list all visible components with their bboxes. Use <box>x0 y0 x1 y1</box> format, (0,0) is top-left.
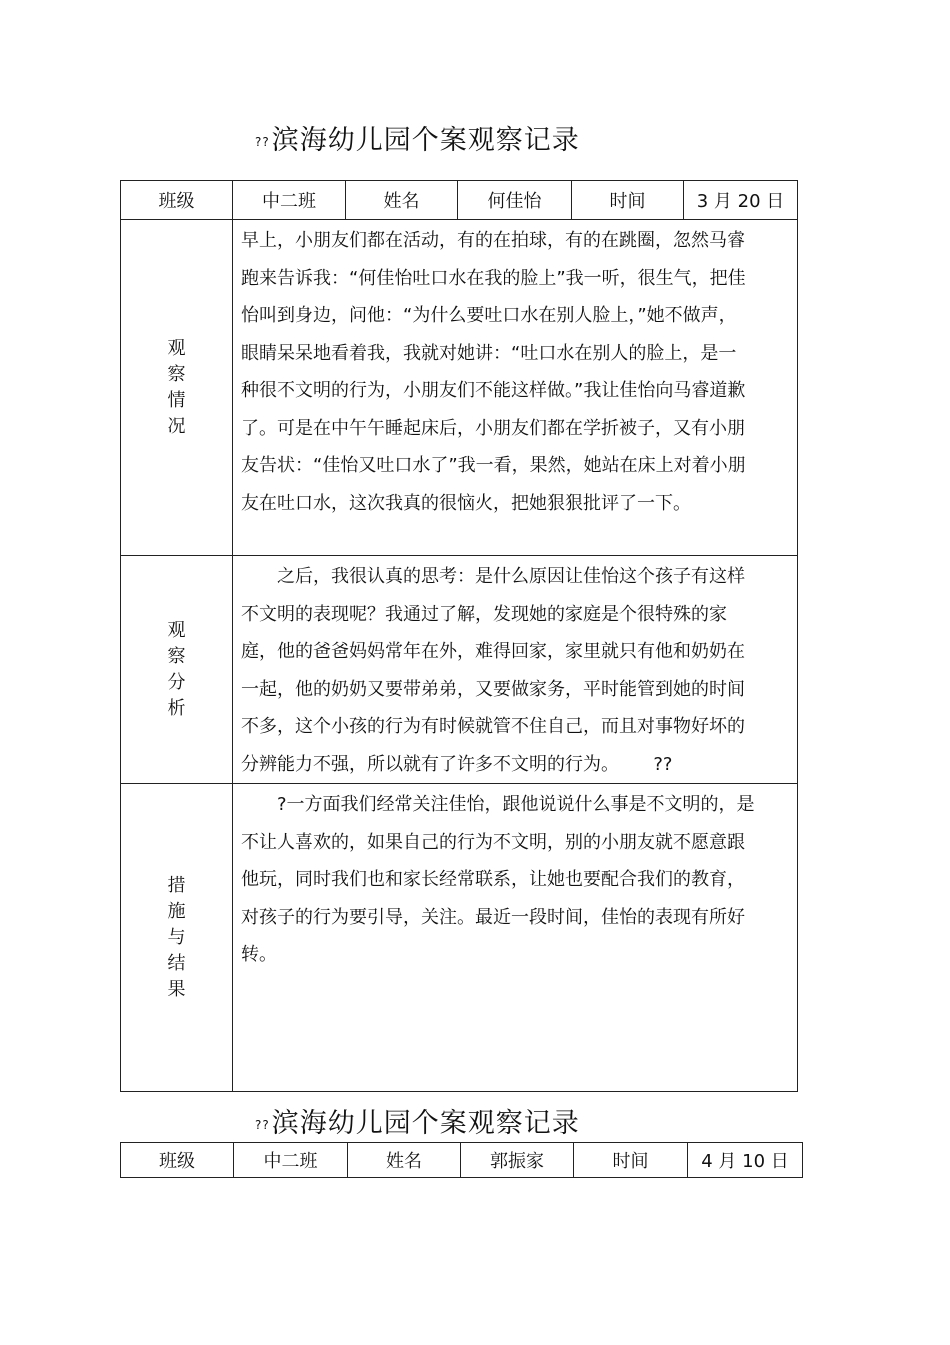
class-value: 中二班 <box>234 1143 348 1178</box>
measures-label <box>121 784 233 1092</box>
label-char: 措 <box>167 874 186 896</box>
situation-text <box>233 220 798 556</box>
analysis-text <box>233 556 798 784</box>
time-value: 4 月 10 日 <box>688 1143 803 1178</box>
label-char: 情 <box>167 389 186 411</box>
record1-table <box>120 180 798 1092</box>
class-label: 班级 <box>121 1143 234 1178</box>
time-label: 时间 <box>572 181 684 220</box>
label-char: 结 <box>167 952 186 974</box>
label-char: 与 <box>167 926 186 948</box>
label-char: 析 <box>167 697 186 719</box>
label-char: 分 <box>167 671 186 693</box>
title-prefix: ?? <box>255 1117 270 1132</box>
name-label: 姓名 <box>346 181 458 220</box>
time-label: 时间 <box>574 1143 688 1178</box>
title-text: 滨海幼儿园个案观察记录 <box>271 125 580 156</box>
label-char: 观 <box>167 619 186 641</box>
label-char: 察 <box>167 363 186 385</box>
analysis-row <box>121 556 798 784</box>
record2-title <box>255 1101 580 1140</box>
analysis-paragraph: 之后，我很认真的思考：是什么原因让佳怡这个孩子有这样不文明的表现呢？我通过了解，发现她的家庭是个很特殊的家庭，他的爸爸妈妈常年在外，难得回家，家里就只有他和奶奶在一起，他的奶奶又要带弟弟，又要做家务，平时能管到她的时间不多，这个小孩的行为有时候就管不住自己，而且对事物好坏的分辨能力不强，所以就有了许多不文明的行为。 ?? <box>241 566 745 775</box>
time-value: 3 月 20 日 <box>684 181 798 220</box>
name-label: 姓名 <box>348 1143 461 1178</box>
class-value: 中二班 <box>233 181 346 220</box>
label-char: 况 <box>167 415 186 437</box>
situation-label <box>121 220 233 556</box>
name-value: 何佳怡 <box>458 181 572 220</box>
title-text: 滨海幼儿园个案观察记录 <box>271 1108 580 1139</box>
header-row <box>121 181 798 220</box>
measures-paragraph: ?一方面我们经常关注佳怡，跟他说说什么事是不文明的，是不让人喜欢的，如果自己的行为不文明，别的小朋友就不愿意跟他玩，同时我们也和家长经常联系，让她也要配合我们的教育，对孩子的行为要引导，关注。最近一段时间，佳怡的表现有所好转。 <box>241 794 755 965</box>
class-label: 班级 <box>121 181 233 220</box>
label-char: 观 <box>167 337 186 359</box>
situation-paragraph: 早上，小朋友们都在活动，有的在拍球，有的在跳圈，忽然马睿跑来告诉我：“何佳怡吐口水在我的脸上”我一听，很生气，把佳怡叫到身边，问他：“为什么要吐口水在别人脸上，”她不做声，眼睛呆呆地看着我，我就对她讲：“吐口水在别人的脸上，是一种很不文明的行为，小朋友们不能这样做。”我让佳怡向马睿道歉了。可是在中午午睡起床后，小朋友们都在学折被子，又有小朋友告状：“佳怡又吐口水了”我一看，果然，她站在床上对着小朋友在吐口水，这次我真的很恼火，把她狠狠批评了一下。 <box>241 230 746 514</box>
label-char: 果 <box>167 978 186 1000</box>
header-row <box>121 1143 803 1178</box>
record1-title <box>255 118 580 157</box>
title-prefix: ?? <box>255 134 270 149</box>
situation-row <box>121 220 798 556</box>
label-char: 施 <box>167 900 186 922</box>
measures-row <box>121 784 798 1092</box>
measures-text <box>233 784 798 1092</box>
record2-table <box>120 1142 803 1178</box>
analysis-label <box>121 556 233 784</box>
label-char: 察 <box>167 645 186 667</box>
name-value: 郭振家 <box>461 1143 574 1178</box>
